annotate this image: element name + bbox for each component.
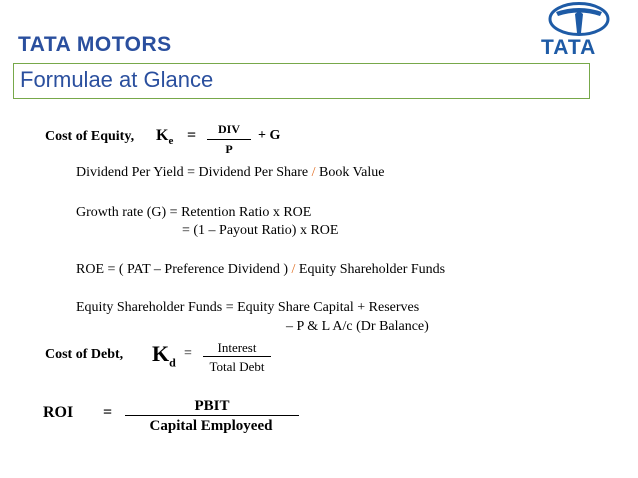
ke-plus-g: + G — [258, 128, 281, 143]
ke-fraction-rule — [207, 139, 251, 140]
ke-denominator: P — [225, 142, 233, 156]
roi-equals: = — [103, 404, 113, 421]
kd-denominator: Total Debt — [209, 359, 265, 374]
esf-line-1: Equity Shareholder Funds = Equity Share Capital + Reserves — [76, 300, 420, 315]
roe-line — [76, 262, 445, 278]
roe-right: Equity Shareholder Funds — [298, 262, 446, 277]
ke-equals: = — [187, 127, 197, 144]
brand-wordmark: TATA MOTORS — [18, 33, 172, 56]
dpy-left: Dividend Per Yield = Dividend Per Share — [76, 165, 309, 180]
slide-title: Formulae at Glance — [20, 67, 214, 92]
ke-sub: e — [168, 135, 174, 148]
roi-label: ROI — [43, 404, 74, 421]
tata-logo-icon — [548, 2, 610, 36]
growth-rate-line-1: Growth rate (G) = Retention Ratio x ROE — [76, 205, 312, 220]
kd-symbol — [152, 341, 176, 370]
cost-of-debt-label: Cost of Debt, — [45, 347, 124, 362]
roi-denominator: Capital Employeed — [149, 418, 273, 434]
roi-numerator: PBIT — [194, 398, 230, 414]
esf-line-2: – P & L A/c (Dr Balance) — [286, 319, 429, 334]
roi-fraction-rule — [125, 415, 299, 416]
roe-slash: / — [291, 262, 296, 277]
dpy-right: Book Value — [319, 165, 385, 180]
dividend-yield-line — [76, 165, 384, 181]
kd-numerator: Interest — [217, 340, 257, 355]
ke-numerator: DIV — [217, 122, 240, 136]
ke-symbol — [156, 127, 173, 147]
kd-sub: d — [169, 355, 176, 370]
dpy-slash: / — [311, 165, 316, 180]
kd-fraction-rule — [203, 356, 271, 357]
tata-logo-wordmark: TATA — [541, 36, 597, 59]
kd-main: K — [152, 341, 170, 366]
roe-left: ROE = ( PAT – Preference Dividend ) — [76, 262, 289, 277]
ke-main: K — [156, 127, 169, 144]
cost-of-equity-label: Cost of Equity, — [45, 129, 135, 144]
kd-equals: = — [184, 346, 192, 361]
growth-rate-line-2: = (1 – Payout Ratio) x ROE — [182, 223, 339, 238]
